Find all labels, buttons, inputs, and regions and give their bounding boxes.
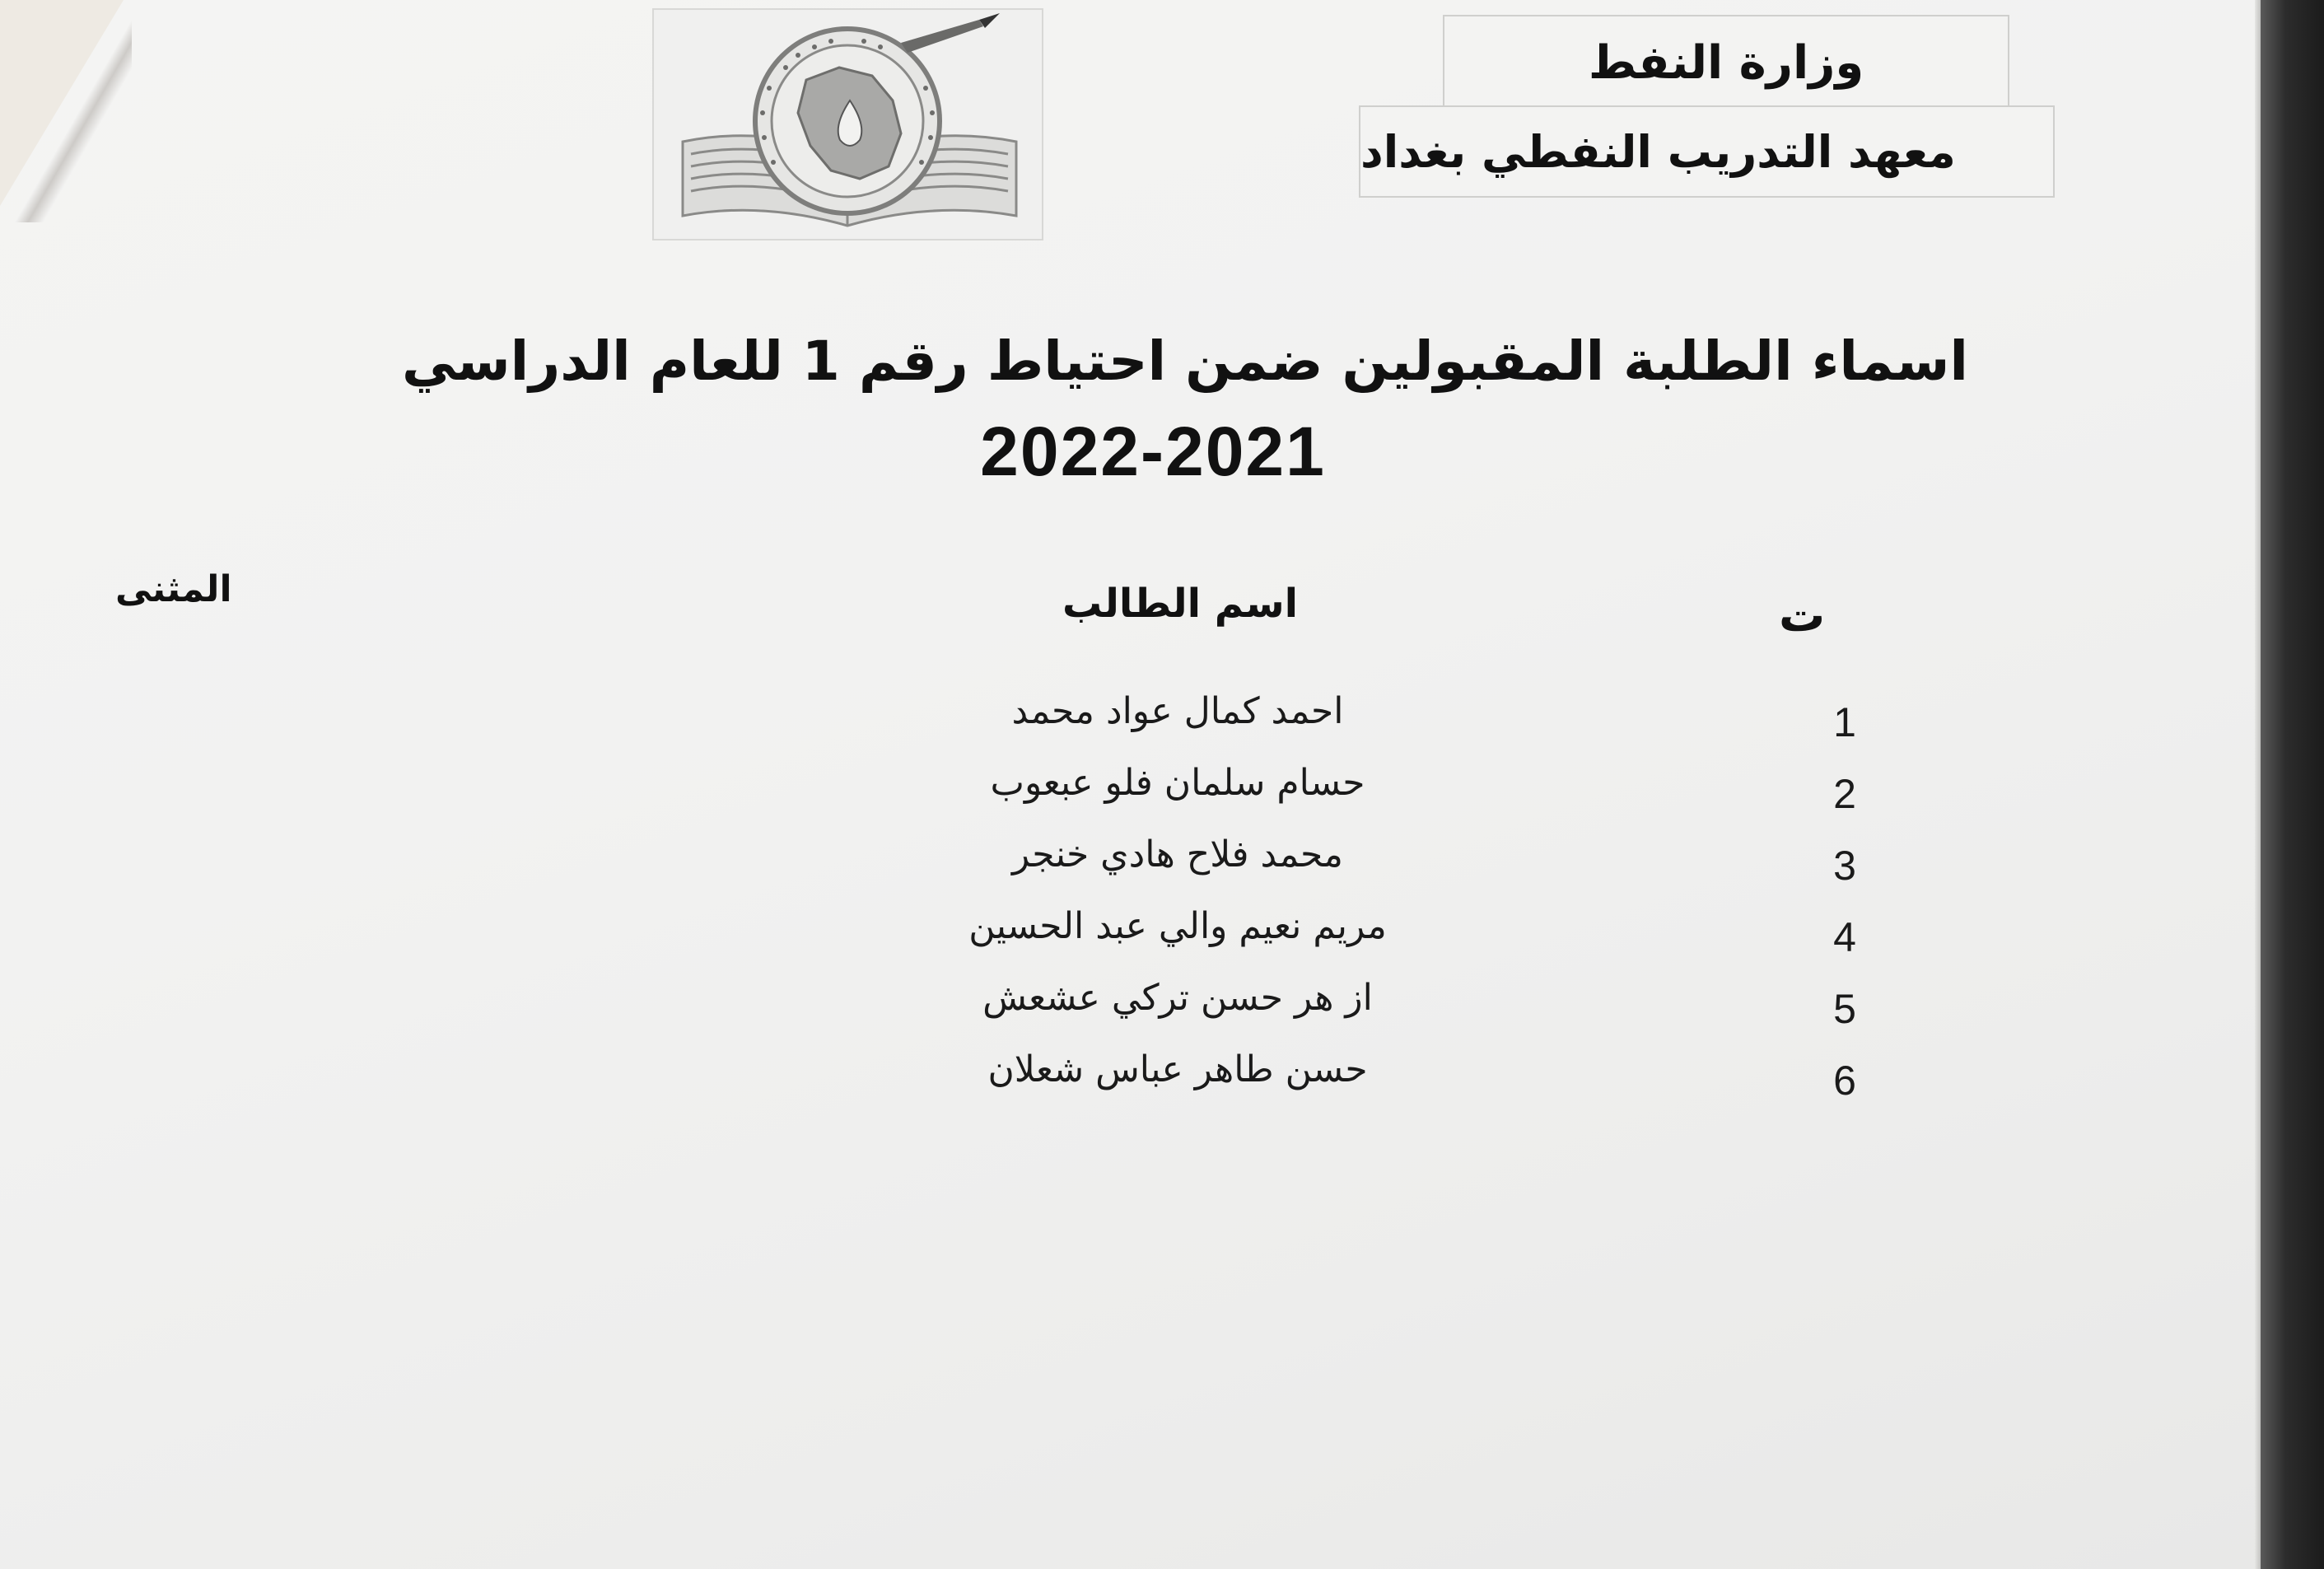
ministry-header xyxy=(1443,15,2009,110)
student-name: مريم نعيم والي عبد الحسين xyxy=(968,905,1387,947)
column-header-student-name: اسم الطالب xyxy=(1062,581,1299,627)
institute-name: معهد التدريب النفطي بغداد xyxy=(1360,125,1956,178)
institute-header xyxy=(1359,105,2055,198)
ministry-name: وزارة النفط xyxy=(1588,35,1864,90)
document-title: اسماء الطلبة المقبولين ضمن احتياط رقم 1 للعام الدراسي xyxy=(401,329,1968,393)
student-name: احمد كمال عواد محمد xyxy=(1011,690,1344,732)
row-number: 6 xyxy=(1833,1058,1856,1104)
student-name: محمد فلاح هادي خنجر xyxy=(1012,834,1343,876)
row-number: 1 xyxy=(1833,699,1856,745)
oil-training-institute-logo-icon xyxy=(654,10,1042,239)
student-name: از هر حسن تركي عشعش xyxy=(982,977,1373,1019)
desk-edge xyxy=(2261,0,2324,1569)
academic-year: 2022-2021 xyxy=(980,413,1326,490)
institute-logo xyxy=(652,8,1043,240)
student-name: حسن طاهر عباس شعلان xyxy=(987,1048,1368,1090)
student-name: حسام سلمان فلو عبعوب xyxy=(990,762,1365,804)
column-header-number: ت xyxy=(1779,589,1826,642)
province-label: المثنى xyxy=(115,568,232,610)
row-number: 5 xyxy=(1833,986,1856,1032)
row-number: 2 xyxy=(1833,771,1856,817)
folded-corner-shadow xyxy=(0,0,132,222)
row-number: 4 xyxy=(1833,914,1856,960)
row-number: 3 xyxy=(1833,843,1856,889)
